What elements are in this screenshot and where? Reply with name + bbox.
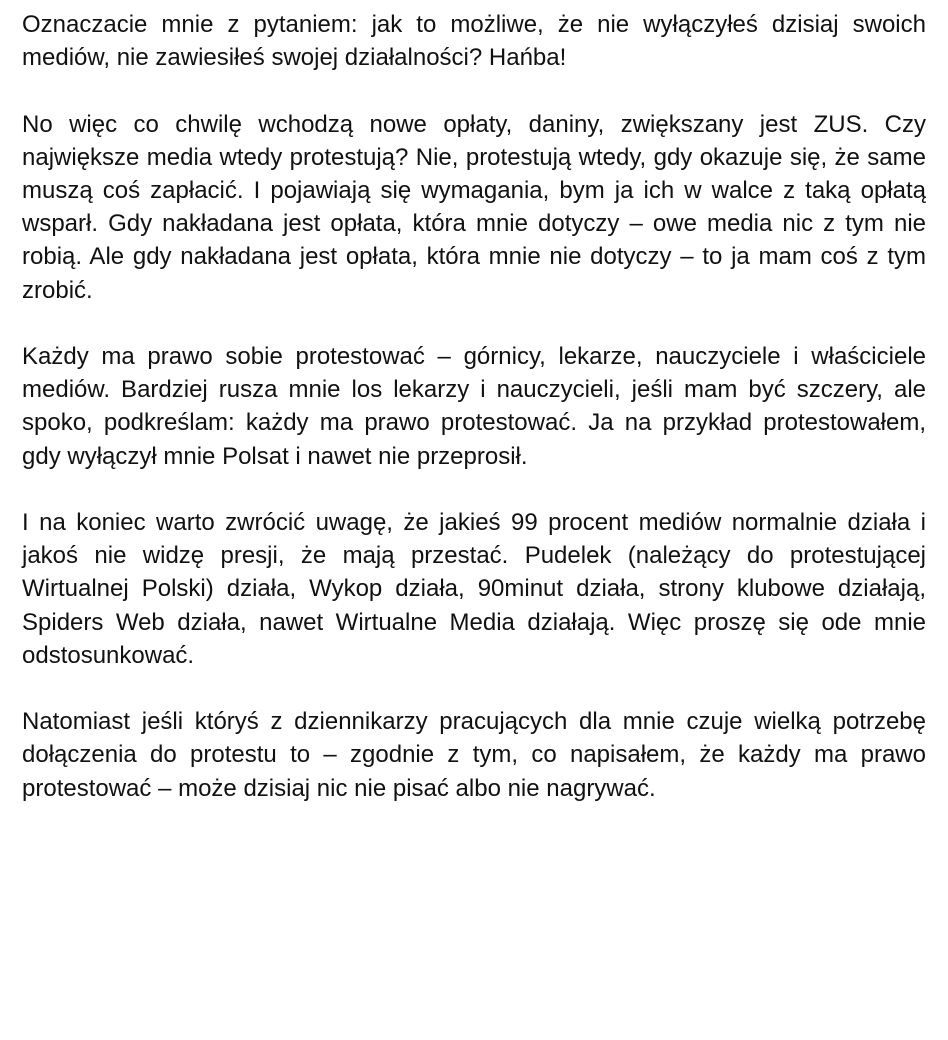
paragraph: Każdy ma prawo sobie protestować – górnicy, lekarze, nauczyciele i właściciele mediów. Bardziej rusza mnie los lekarzy i nauczycieli, jeśli mam być szczery, ale spoko, podkreślam: każdy ma prawo protestować. Ja na przykład protestowałem, gdy wyłączył mnie Polsat i nawet nie przeprosił. xyxy=(22,343,926,470)
paragraph: Oznaczacie mnie z pytaniem: jak to możliwe, że nie wyłączyłeś dzisiaj swoich mediów, nie zawiesiłeś swojej działalności? Hańba! xyxy=(22,11,926,72)
paragraph: No więc co chwilę wchodzą nowe opłaty, daniny, zwiększany jest ZUS. Czy największe media wtedy protestują? Nie, protestują wtedy, gdy okazuje się, że same muszą coś zapłacić. I pojawiają się wymagania, bym ja ich w walce z taką opłatą wsparł. Gdy nakładana jest opłata, która mnie dotyczy – owe media nic z tym nie robią. Ale gdy nakładana jest opłata, która mnie nie dotyczy – to ja mam coś z tym zrobić. xyxy=(22,110,926,304)
document-body xyxy=(22,8,926,805)
paragraph: I na koniec warto zwrócić uwagę, że jakieś 99 procent mediów normalnie działa i jakoś nie widzę presji, że mają przestać. Pudelek (należący do protestującej Wirtualnej Polski) działa, Wykop działa, 90minut działa, strony klubowe działają, Spiders Web działa, nawet Wirtualne Media działają. Więc proszę się ode mnie odstosunkować. xyxy=(22,509,926,669)
paragraph: Natomiast jeśli któryś z dziennikarzy pracujących dla mnie czuje wielką potrzebę dołączenia do protestu to – zgodnie z tym, co napisałem, że każdy ma prawo protestować – może dzisiaj nic nie pisać albo nie nagrywać. xyxy=(22,708,926,802)
